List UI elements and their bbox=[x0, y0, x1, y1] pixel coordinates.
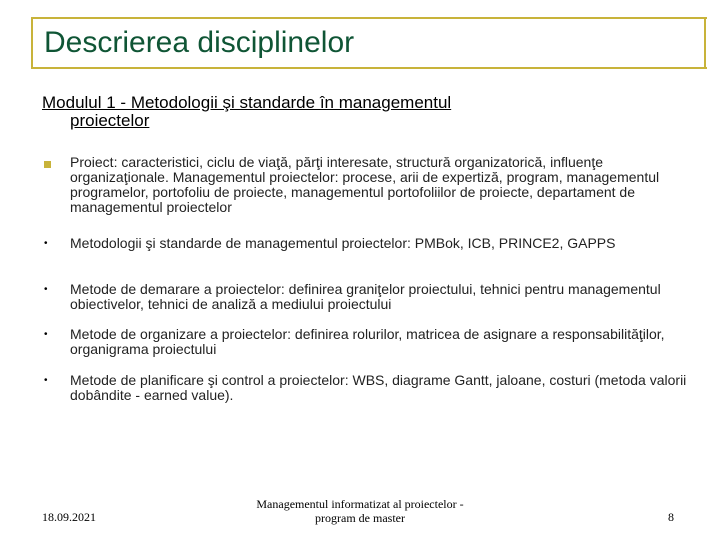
list-item-text: Proiect: caracteristici, ciclu de viaţă, părţi interesate, structură organizatorică, influenţe organizaţionale. Managementul proiectelor: procese, arii de expertiză, program, managementul programelor, portofoliu de proiecte, managementul portofoliilor de proiecte, departament de managementul proiectelor bbox=[70, 154, 660, 215]
square-bullet-icon bbox=[44, 161, 51, 168]
slide-title: Descrierea disciplinelor bbox=[44, 26, 355, 59]
title-frame-top bbox=[31, 17, 707, 19]
list-item-text: Metode de organizare a proiectelor: definirea rolurilor, matricea de asignare a responsabilităţilor, organigrama proiectului bbox=[70, 326, 665, 357]
module-heading-line2: proiectelor bbox=[70, 111, 150, 130]
title-frame-right bbox=[704, 17, 706, 67]
footer-date: 18.09.2021 bbox=[42, 510, 96, 524]
dot-bullet-icon: • bbox=[44, 329, 48, 340]
list-item-text: Metode de demarare a proiectelor: definirea graniţelor proiectului, tehnici pentru managementul obiectivelor, tehnici de analiză a mediului proiectului bbox=[70, 281, 661, 312]
list-item-text: Metode de planificare şi control a proiectelor: WBS, diagrame Gantt, jaloane, costuri (metoda valorii dobândite - earned value). bbox=[70, 372, 687, 403]
dot-bullet-icon: • bbox=[44, 238, 48, 249]
title-frame-bottom bbox=[31, 67, 707, 69]
title-frame-left bbox=[31, 17, 33, 67]
module-heading bbox=[42, 94, 642, 130]
footer-caption-line1: Managementul informatizat al proiectelor - bbox=[256, 497, 464, 511]
dot-bullet-icon: • bbox=[44, 375, 48, 386]
dot-bullet-icon: • bbox=[44, 284, 48, 295]
page-number: 8 bbox=[668, 510, 674, 524]
footer-caption bbox=[230, 497, 490, 525]
footer-caption-line2: program de master bbox=[315, 511, 405, 525]
list-item-text: Metodologii şi standarde de managementul proiectelor: PMBok, ICB, PRINCE2, GAPPS bbox=[70, 235, 616, 251]
module-heading-line1: Modulul 1 - Metodologii şi standarde în managementul bbox=[42, 93, 452, 112]
